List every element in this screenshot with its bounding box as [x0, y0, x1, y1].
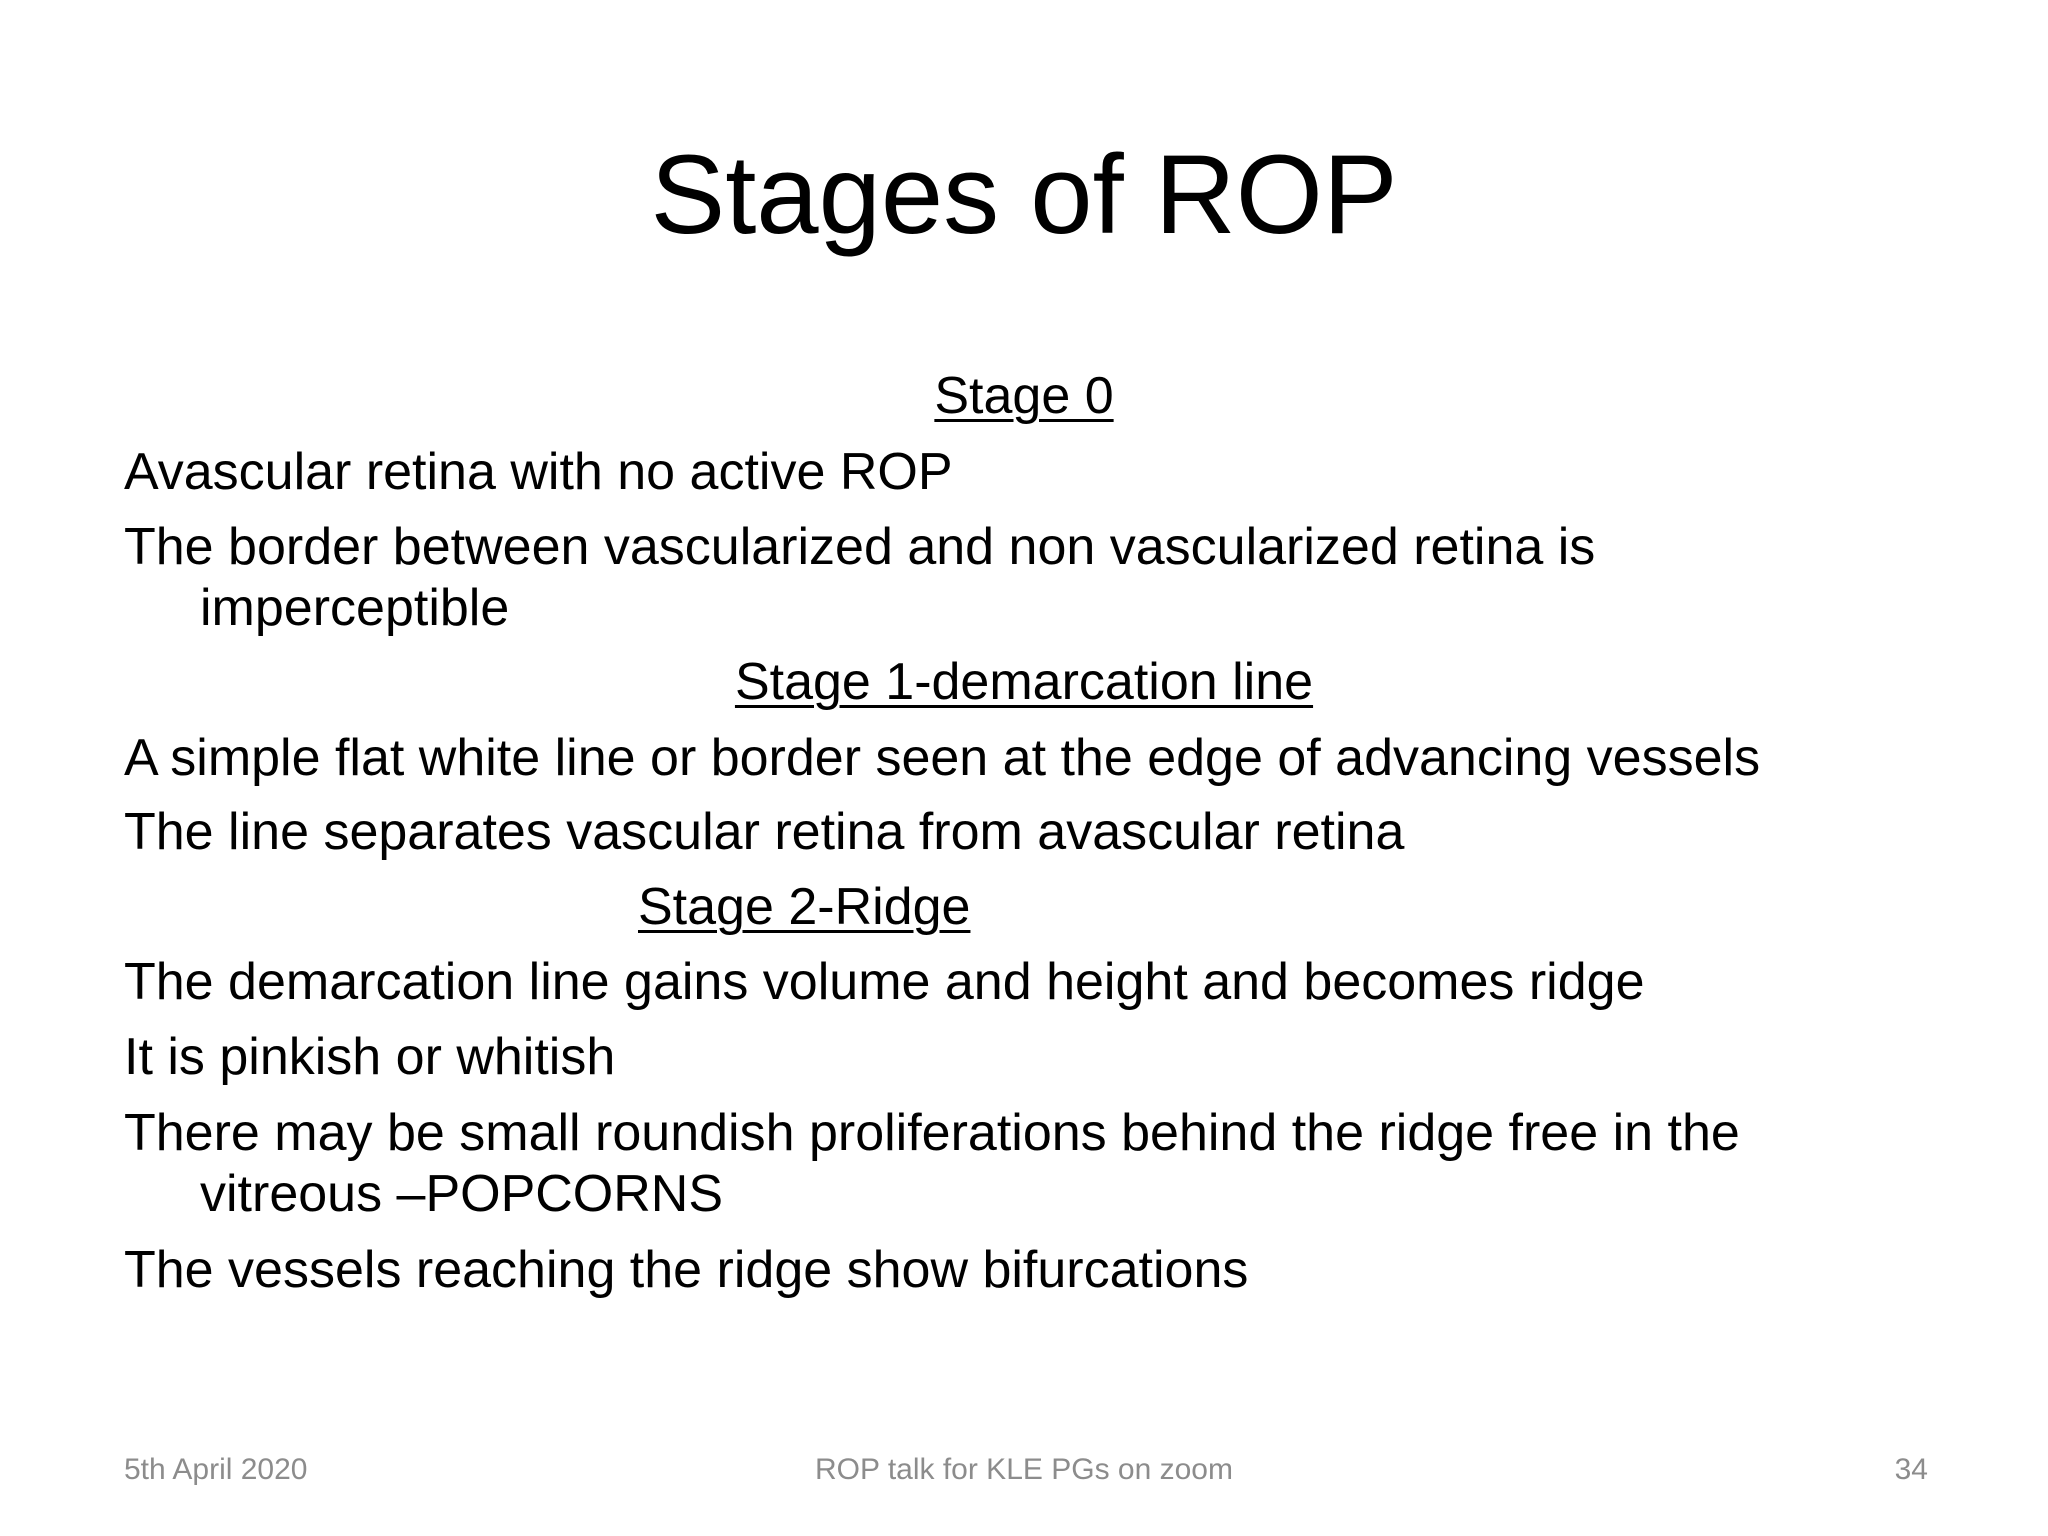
- stage-2-line-2: It is pinkish or whitish: [124, 1028, 616, 1086]
- stage-0-line-2: The border between vascularized and non vascularized retina is: [124, 518, 1596, 576]
- footer-title: ROP talk for KLE PGs on zoom: [815, 1453, 1233, 1486]
- slide-number: 34: [1894, 1453, 1928, 1486]
- stage-1-heading: Stage 1-demarcation line: [734, 653, 1314, 711]
- stage-1-line-2: The line separates vascular retina from avascular retina: [124, 803, 1405, 861]
- stage-0-line-1: Avascular retina with no active ROP: [124, 443, 953, 501]
- stage-2-line-3: There may be small roundish proliferations behind the ridge free in the: [124, 1104, 1740, 1162]
- stage-1-line-1: A simple flat white line or border seen at the edge of advancing vessels: [124, 729, 1761, 787]
- stage-0-line-2-continued: imperceptible: [200, 579, 510, 637]
- footer-date: 5th April 2020: [124, 1453, 308, 1486]
- stage-2-line-4: The vessels reaching the ridge show bifurcations: [124, 1241, 1249, 1299]
- stage-0-heading: Stage 0: [934, 367, 1114, 425]
- stage-2-line-3-continued: vitreous –POPCORNS: [200, 1165, 724, 1223]
- stage-2-heading: Stage 2-Ridge: [638, 878, 971, 936]
- slide-title: Stages of ROP: [650, 132, 1398, 257]
- stage-2-line-1: The demarcation line gains volume and height and becomes ridge: [124, 953, 1645, 1011]
